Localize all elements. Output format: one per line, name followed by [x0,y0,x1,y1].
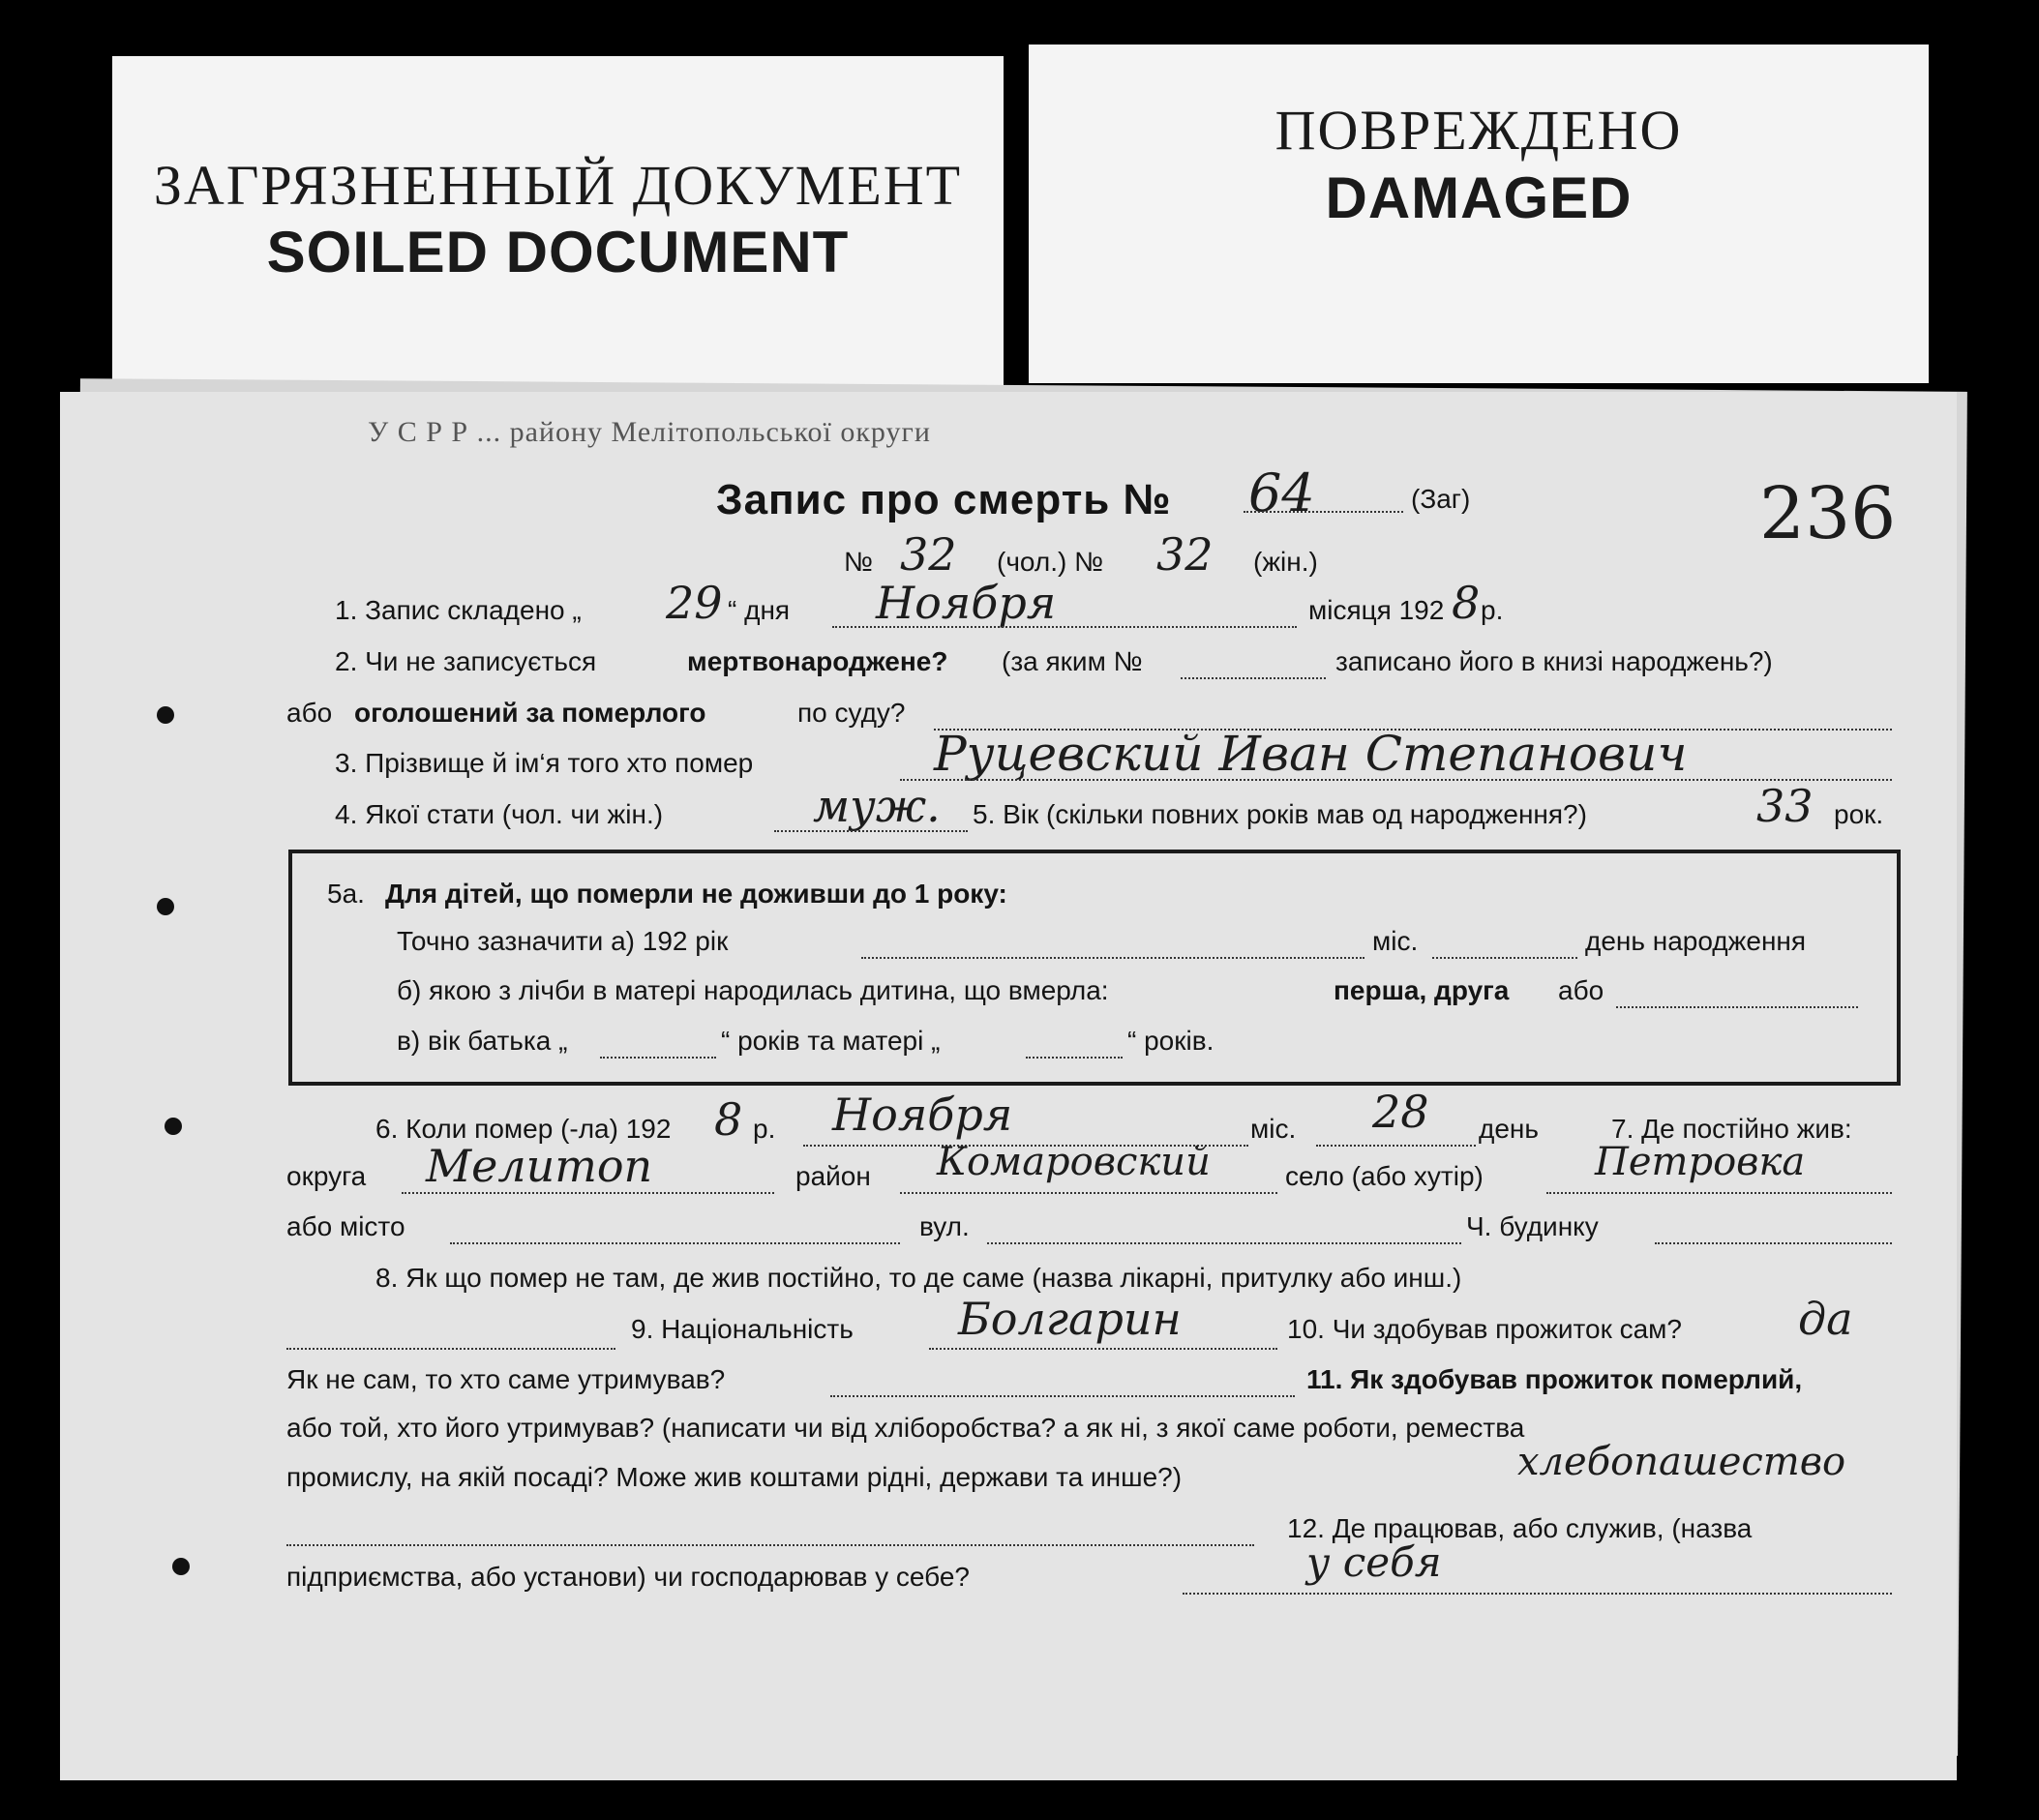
field-7-budynok-line [1655,1221,1892,1244]
field-5a-line3-a: в) вік батька „ [397,1026,568,1056]
field-11-line [286,1523,1254,1546]
field-11b-label: або той, хто його утримував? (написати чи від хліборобства? а як ні, з якої саме роботи, ремества [286,1413,1525,1443]
field-7-label: 7. Де постійно жив: [1611,1114,1852,1144]
female-label: (жін.) [1253,547,1318,577]
record-title [716,476,1172,524]
field-4-label: 4. Якої стати (чол. чи жін.) [335,799,664,829]
field-8-label: 8. Як що помер не там, де жив постійно, то де саме (назва лікарні, притулку або инш.) [375,1263,1462,1293]
field-6-den: день [1479,1114,1539,1144]
field-7-okruga-value: Мелитоп [426,1140,653,1192]
field-2b-label-b: оголошений за померлого [354,698,706,728]
field-12-line [1183,1571,1892,1595]
field-12-label: 12. Де працював, або служив, (назва [1287,1513,1753,1543]
field-3-line [900,758,1892,781]
field-5-suffix: рок. [1834,799,1884,829]
field-5a-line2-dots [1616,985,1858,1008]
field-2-label-c: (за яким № [1002,646,1143,676]
field-7-selo-line [1546,1171,1892,1194]
field-6-label: 6. Коли помер (-ла) 192 [375,1114,672,1144]
field-1-year-suffix: р. [1481,595,1504,625]
field-10-label: 10. Чи здобував прожиток сам? [1287,1314,1682,1344]
field-2-label-b: мертвонароджене? [687,646,948,676]
field-2-label-a: 2. Чи не записується [335,646,597,676]
field-9-label: 9. Національність [631,1314,854,1344]
field-4-value: муж. [813,780,941,832]
field-9-line [929,1327,1277,1350]
field-6-day: 28 [1372,1086,1429,1138]
field-5-label: 5. Вік (скільки повних років мав од народження?) [973,799,1587,829]
field-7-okruga-line [402,1171,774,1194]
field-5a-line2-c: або [1558,975,1604,1005]
field-7-selo-value: Петровка [1595,1140,1806,1184]
field-6-year-suffix: р. [753,1114,776,1144]
field-12-value: у себя [1306,1538,1442,1586]
field-5a-line3-c: “ років. [1127,1026,1214,1056]
field-5a-line1-year [861,936,1364,959]
zag-label: (Заг) [1411,484,1471,514]
field-5a-line2-a: б) якою з лічби в матері народилась дитина, що вмерла: [397,975,1109,1005]
field-1-year-digit: 8 [1452,577,1481,629]
field-5-value: 33 [1756,780,1814,832]
field-3-value: Руцевский Иван Степанович [934,726,1688,782]
record-number-line [1244,490,1403,513]
field-5a-mother-age [1026,1035,1123,1059]
male-label: (чол.) № [997,547,1104,577]
field-1-month-suffix: місяця 192 [1308,595,1445,625]
field-5a-line1-month [1432,936,1577,959]
field-9-value: Болгарин [958,1293,1182,1345]
field-7-raion-value: Комаровский [937,1140,1211,1184]
field-5a-line1-a: Точно зазначити а) 192 рік [397,926,729,956]
back-sheet-header: У С Р Р ... району Мелітопольської округи [368,416,931,448]
field-5a-father-age [600,1035,716,1059]
field-7-vul-line [987,1221,1461,1244]
male-number: 32 [900,528,957,581]
field-7-okruga-label: округа [286,1161,367,1191]
field-1-label: 1. Запис складено „ [335,595,582,625]
soiled-label-ru: ЗАГРЯЗНЕННЫЙ ДОКУМЕНТ [153,154,963,217]
field-1-day-suffix: “ дня [728,595,791,625]
field-10b-label: Як не сам, то хто саме утримував? [286,1364,726,1394]
field-2-line [1181,656,1326,679]
field-11-label: 11. Як здобував прожиток померлий, [1306,1364,1803,1394]
field-2-label-d: записано його в книзі народжень?) [1335,646,1773,676]
field-5a-line3-b: “ років та матері „ [721,1026,941,1056]
record-title-text: Запис про смерть № [716,476,1172,523]
field-5a-title: Для дітей, що померли не доживши до 1 року: [385,879,1007,909]
field-5a-line1-b: міс. [1372,926,1419,956]
field-7-vul-label: вул. [919,1211,970,1241]
field-5a-line2-b: перша, друга [1334,975,1510,1005]
field-7-raion-label: район [795,1161,871,1191]
field-7-raion-line [900,1171,1277,1194]
field-7-misto-label: або місто [286,1211,405,1241]
field-4-line [774,809,968,832]
field-11-value: хлебопашество [1517,1440,1846,1484]
field-7-misto-line [450,1221,900,1244]
field-10-value: да [1798,1293,1853,1345]
field-1-day: 29 [666,577,723,629]
field-2b-label-c: по суду? [797,698,906,728]
field-6-month: Ноября [832,1089,1013,1141]
field-1-month: Ноября [876,577,1057,629]
field-7-selo-label: село (або хутір) [1285,1161,1484,1191]
field-6-mis: міс. [1250,1114,1297,1144]
record-number: 64 [1248,462,1315,523]
field-1-month-line [832,605,1297,628]
soiled-label-en: SOILED DOCUMENT [266,220,850,284]
field-12b-label: підприємства, або установи) чи господарював у себе? [286,1562,971,1592]
field-5a-line1-c: день народження [1585,926,1807,956]
female-number: 32 [1156,528,1214,581]
field-5a-num: 5а. [327,879,365,909]
no-prefix: № [844,547,874,577]
field-3-label: 3. Прізвище й ім‘я того хто помер [335,748,754,778]
damaged-label-ru: ПОВРЕЖДЕНО [1274,99,1683,162]
field-10b-line [830,1374,1295,1397]
field-6-day-line [1316,1123,1476,1147]
field-11c-label: промислу, на якій посаді? Може жив коштами рідні, держави та инше?) [286,1462,1183,1492]
field-7-budynok-label: Ч. будинку [1466,1211,1599,1241]
corner-number: 236 [1759,472,1897,555]
field-8-line [286,1327,615,1350]
damaged-label-en: DAMAGED [1325,165,1633,230]
field-2b-label-a: або [286,698,333,728]
field-6-year-digit: 8 [714,1093,743,1146]
